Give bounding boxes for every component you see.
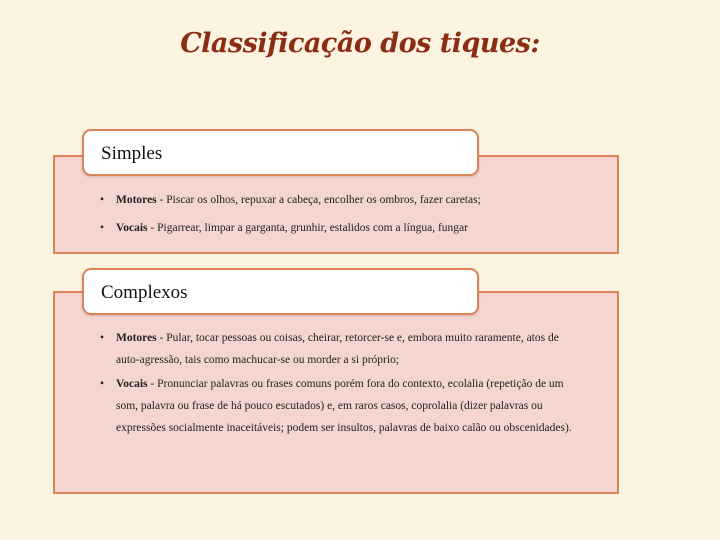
section-complexos-box [53,291,619,494]
slide-title: Classificação dos tiques: [180,28,540,59]
list-item-complexos-vocais [55,373,621,439]
bullet-icon: • [100,332,105,344]
section-header-simples: Simples [82,129,479,176]
term-label: Vocais [116,222,148,234]
item-text: Pigarrear, limpar a garganta, grunhir, estalidos com a língua, fungar [157,222,468,234]
simples-list [55,189,621,239]
item-text: Pular, tocar pessoas ou coisas, cheirar, retorcer-se e, embora muito raramente, atos de auto-agressão, tais como machucar-se ou morder a si próprio; [116,332,559,366]
item-text: Piscar os olhos, repuxar a cabeça, encolher os ombros, fazer caretas; [166,194,481,206]
term-separator: - [156,194,167,206]
item-text: Pronunciar palavras ou frases comuns porém fora do contexto, ecolalia (repetição de um som, palavra ou frase de há pouco escutados) e, em raros casos, coprolalia (dizer palavras ou expressões socialmente inaceitáveis; podem ser insultos, palavras de baixo calão ou obscenidades). [116,378,572,434]
term-separator: - [147,222,158,234]
list-item-complexos-motores [55,327,621,371]
bullet-icon: • [100,378,105,390]
term-separator: - [147,378,158,390]
complexos-list [55,327,621,439]
section-header-complexos: Complexos [82,268,479,315]
term-label: Motores [116,332,157,344]
list-item-simples-motores [55,189,621,211]
bullet-icon: • [100,222,105,234]
list-item-simples-vocais [55,217,621,239]
term-label: Motores [116,194,157,206]
term-separator: - [156,332,167,344]
bullet-icon: • [100,194,105,206]
term-label: Vocais [116,378,148,390]
